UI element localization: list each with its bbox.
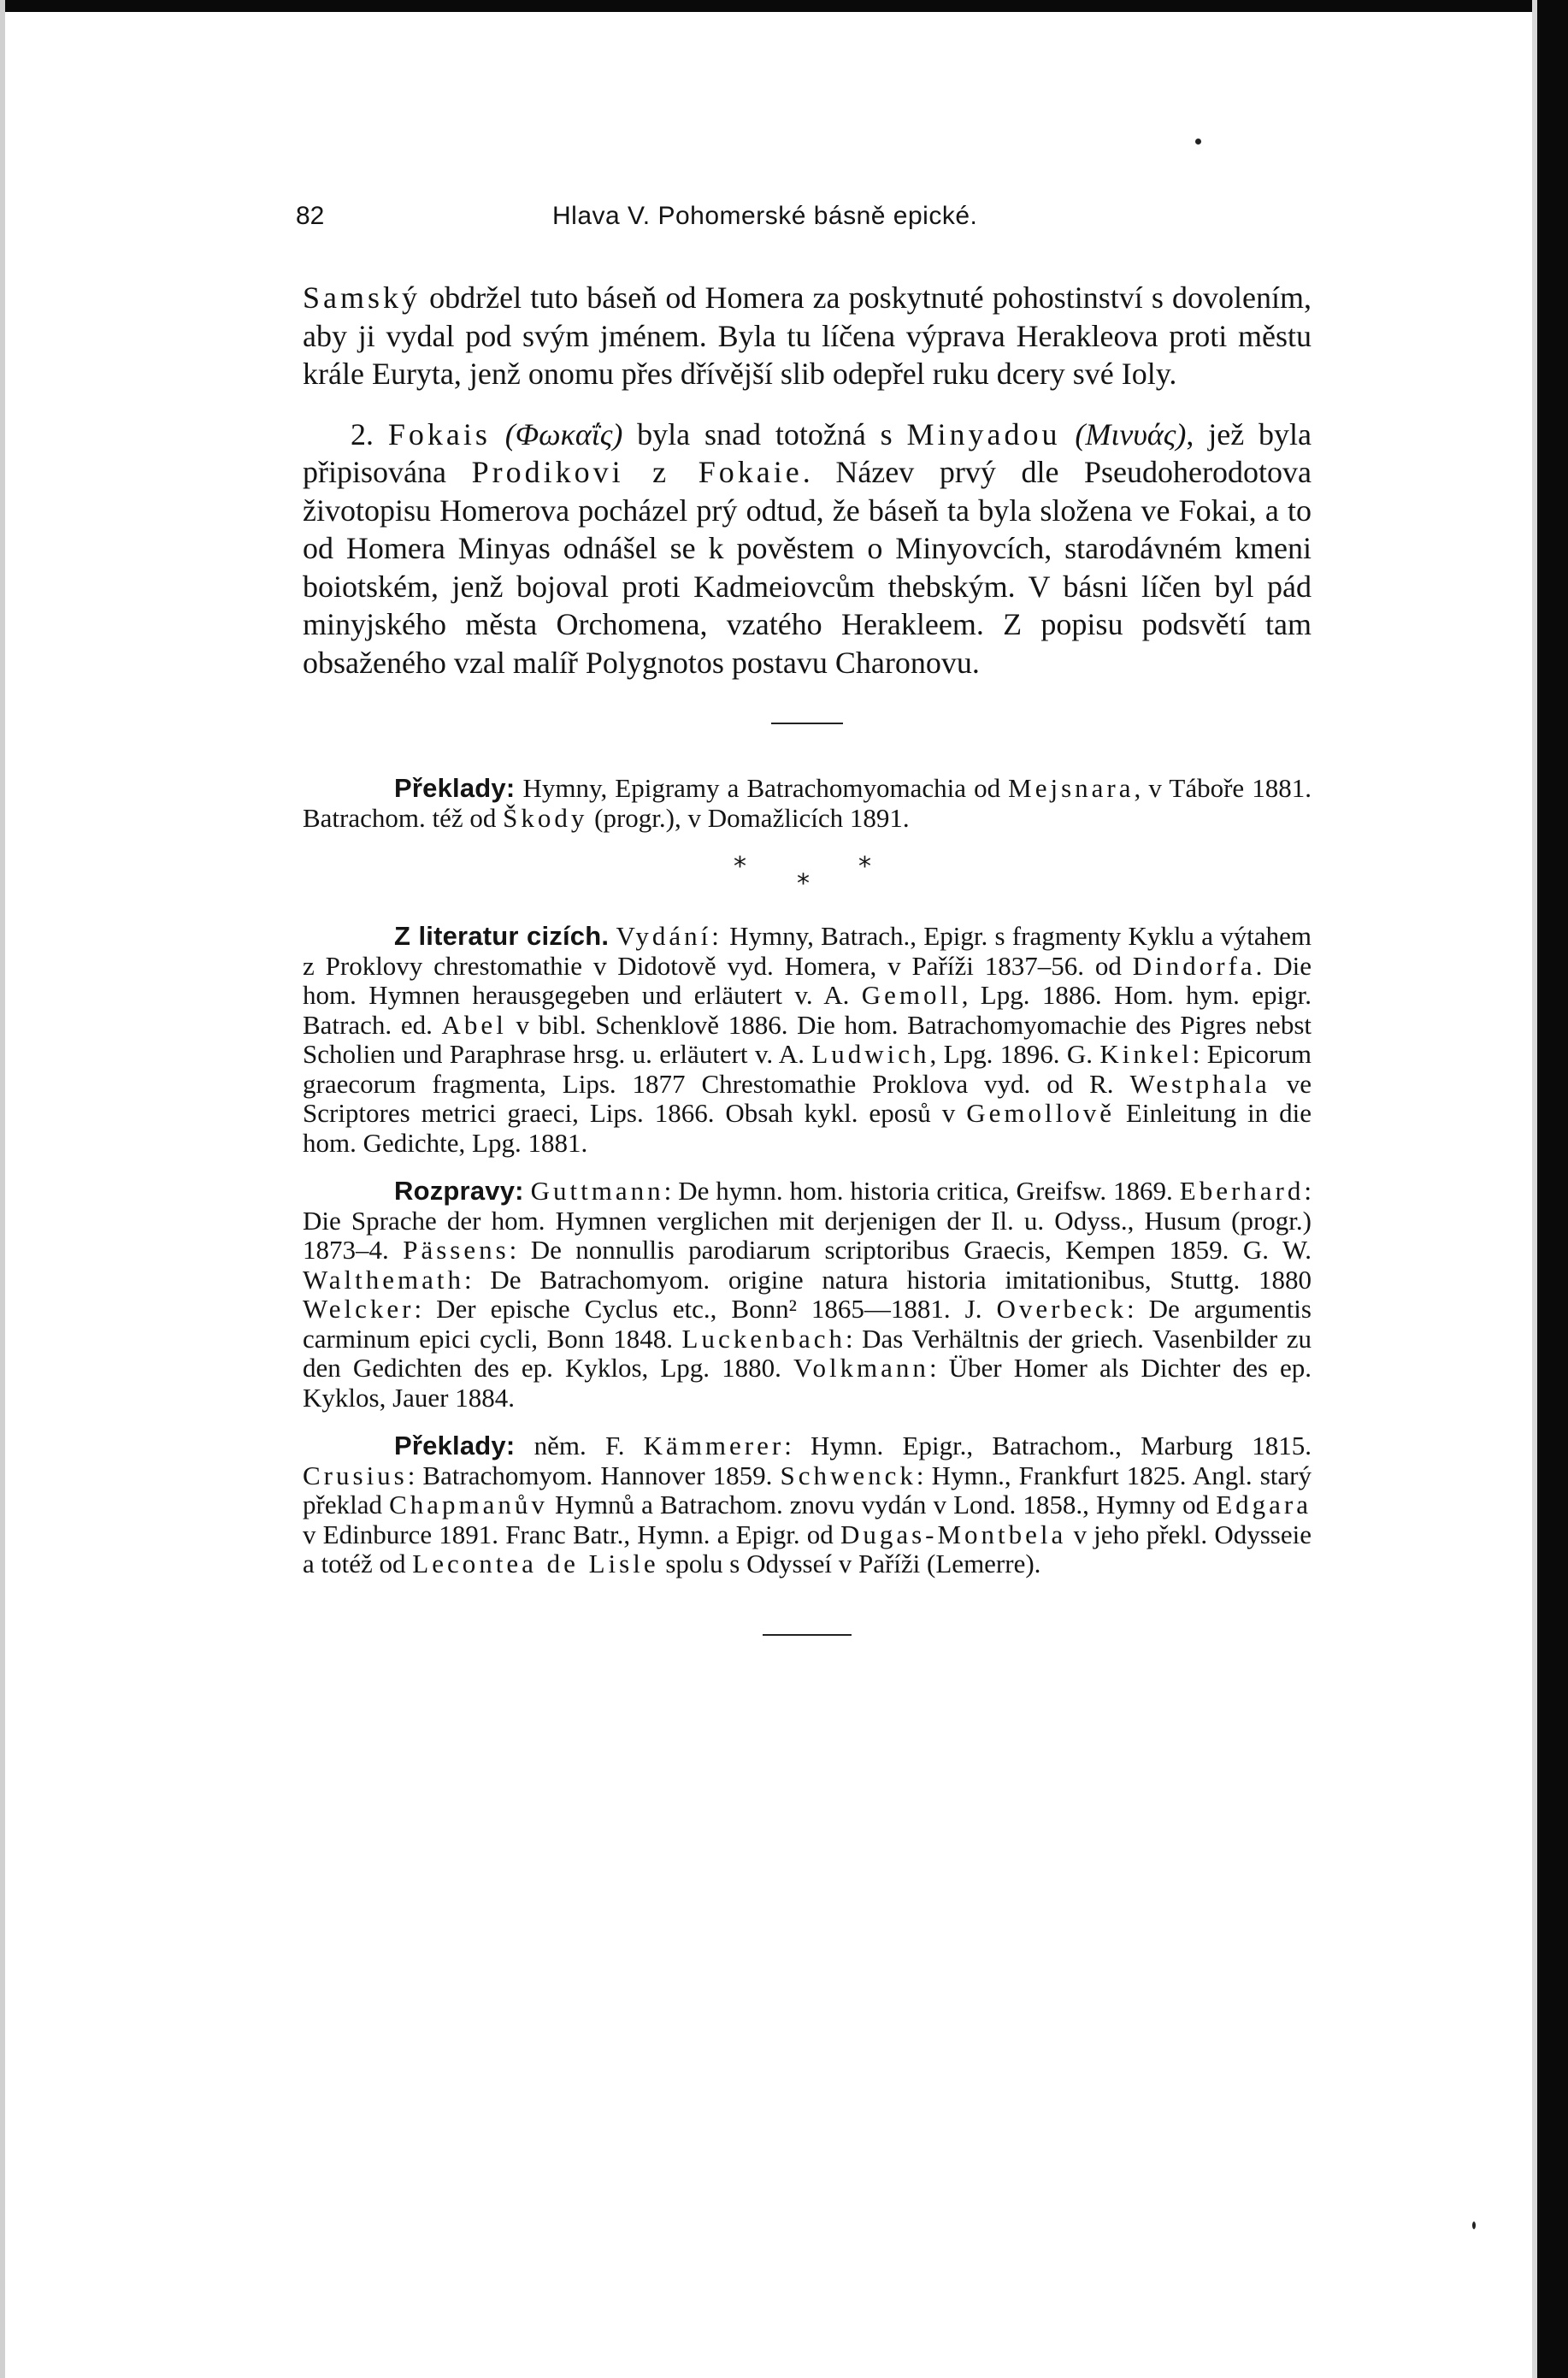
scan-edge-right bbox=[1537, 0, 1568, 2378]
running-head: Hlava V. Pohomerské básně epické. bbox=[552, 202, 978, 230]
paragraph-text: : Hymn. Epigr., Batrachom., Marburg 1815. bbox=[784, 1431, 1312, 1460]
greek-term: (Φωκαΐς) bbox=[504, 416, 623, 451]
spaced-name: Dindorfa bbox=[1132, 950, 1256, 981]
spaced-name: Walthemath bbox=[303, 1264, 465, 1295]
paragraph-text: , jež byla připisována bbox=[303, 416, 1312, 489]
speck-mark bbox=[1472, 2222, 1476, 2229]
paragraph-text: : De nonnullis parodiarum scriptoribus Graecis, Kempen 1859. G. W. bbox=[509, 1235, 1312, 1265]
paragraph-text: : Batrachomyom. Hannover 1859. bbox=[407, 1460, 781, 1490]
end-divider bbox=[763, 1634, 852, 1636]
spaced-name: Ludwich bbox=[811, 1039, 930, 1069]
asterism bbox=[303, 848, 1312, 898]
paragraph-fokais bbox=[303, 416, 1312, 682]
spaced-name: Edgara bbox=[1216, 1490, 1312, 1519]
paragraph-text: Hymny, Batrach., Epigr. s fragmenty Kyklu a výtahem z Proklovy chrestomathie v Didotově vyd. Homera, v Paříži 1837–56. od bbox=[303, 921, 1312, 981]
spaced-name: Eberhard bbox=[1179, 1176, 1305, 1206]
spaced-name: Westphala bbox=[1129, 1068, 1270, 1099]
section-number: 2. bbox=[351, 416, 388, 451]
page-body bbox=[303, 279, 1312, 1636]
spaced-name: Gemollově bbox=[966, 1098, 1115, 1128]
paragraph-text: : De Batrachomyom. origine natura historia imitationibus, Stuttg. 1880 bbox=[464, 1264, 1312, 1295]
paragraph-text: v jeho překl. Odysseie a totéž od bbox=[303, 1519, 1312, 1578]
paragraph-text: : Der epische Cyclus etc., Bonn² 1865—1881. J. bbox=[414, 1294, 997, 1324]
spaced-name: Schwenck bbox=[780, 1460, 917, 1490]
asterisk: * bbox=[734, 852, 746, 882]
spaced-name: Luckenbach bbox=[681, 1323, 846, 1354]
paragraph-text: byla snad totožná s bbox=[622, 416, 907, 451]
spaced-name: Volkmann bbox=[793, 1353, 929, 1383]
paragraph-text: Einleitung in die hom. Gedichte, Lpg. 1881. bbox=[303, 1098, 1312, 1158]
spaced-title: Fokais bbox=[387, 416, 491, 451]
spaced-name: Welcker bbox=[303, 1294, 415, 1324]
spaced-name: Škody bbox=[503, 802, 588, 833]
paragraph-text: . Název prvý dle Pseudoherodotova životopisu Homerova pocházel prý odtud, že báseň ta byla složena ve Fokai, a to od Homera Minyas odnášel se k pověstem o Minyovcích, starodávném kmeni boiotském, jenž bojoval proti Kadmeiovcům thebským. V básni líčen byl pád minyjského města Orchomena, vzatého Herakleem. Z popisu podsvětí tam obsaženého vzal malíř Polygnotos postavu Charonovu. bbox=[303, 455, 1312, 680]
paragraph-text: spolu s Odysseí v Paříži (Lemerre). bbox=[658, 1549, 1041, 1578]
spaced-name: Minyadou bbox=[906, 416, 1061, 451]
section-label: Z literatur cizích. bbox=[394, 921, 610, 951]
paragraph-text: : De argumentis carminum epici cycli, Bonn 1848. bbox=[303, 1294, 1312, 1354]
paragraph-text: , v Táboře 1881. Batrachom. též od bbox=[303, 773, 1312, 833]
treatises bbox=[303, 1177, 1312, 1413]
spaced-name: Mejsnara bbox=[1008, 773, 1135, 803]
paragraph-text: v bibl. Schenklově 1886. Die hom. Batrachomyomachie des Pigres nebst Scholien und Paraphrase hrsg. u. erläutert v. A. bbox=[303, 1009, 1312, 1069]
asterisk: * bbox=[858, 852, 871, 882]
paragraph-text: v Edinburce 1891. Franc Batr., Hymn. a Epigr. od bbox=[303, 1519, 840, 1549]
section-label: Rozpravy: bbox=[394, 1176, 524, 1206]
paragraph-text: něm. F. bbox=[515, 1431, 644, 1460]
scan-edge-left bbox=[0, 0, 5, 2378]
section-label: Překlady: bbox=[394, 1431, 516, 1460]
spaced-name: Crusius bbox=[303, 1460, 408, 1490]
spaced-name: Dugas-Montbela bbox=[840, 1519, 1067, 1549]
spaced-name: Lecontea de Lisle bbox=[412, 1549, 659, 1578]
paragraph-text: : Epicorum graecorum fragmenta, Lips. 1877 Chrestomathie Proklova vyd. od R. bbox=[303, 1039, 1312, 1099]
spaced-name: Guttmann bbox=[530, 1176, 664, 1206]
paragraph-text: obdržel tuto báseň od Homera za poskytnuté pohostinství s dovolením, aby ji vydal pod svým jménem. Byla tu líčena výprava Herakleova proti městu krále Euryta, jenž onomu přes dřívější slib odepřel ruku dcery své Ioly. bbox=[303, 280, 1312, 391]
greek-term: (Μινυάς) bbox=[1075, 416, 1187, 451]
paragraph-text: : De hymn. hom. historia critica, Greifsw. 1869. bbox=[663, 1176, 1180, 1206]
paragraph-text: , Lpg. 1896. G. bbox=[929, 1039, 1100, 1069]
czech-translations bbox=[303, 774, 1312, 833]
foreign-literature bbox=[303, 922, 1312, 1158]
spaced-name: Samský bbox=[303, 280, 421, 315]
section-label: Překlady: bbox=[394, 773, 516, 803]
spaced-name: Kämmerer bbox=[643, 1431, 785, 1460]
asterisk: * bbox=[797, 869, 810, 899]
spaced-name: Chapmanův bbox=[389, 1490, 548, 1519]
paragraph-text: : Die Sprache der hom. Hymnen verglichen mit derjenigen der Il. u. Odyss., Husum (progr.) 1873–4. bbox=[303, 1176, 1312, 1265]
spaced-name: Kinkel bbox=[1099, 1039, 1193, 1069]
paragraph-text: Hymny, Epigramy a Batrachomyomachia od bbox=[515, 773, 1009, 803]
paragraph-text: : Über Homer als Dichter des ep. Kyklos, Jauer 1884. bbox=[303, 1353, 1312, 1413]
spaced-name: Gemoll bbox=[861, 980, 962, 1010]
scan-edge-top bbox=[0, 0, 1568, 12]
paragraph-text: ve Scriptores metrici graeci, Lips. 1866. Obsah kykl. eposů v bbox=[303, 1068, 1312, 1128]
paragraph-text: : Hymn., Frankfurt 1825. Angl. starý překlad bbox=[303, 1460, 1312, 1519]
spaced-name: Overbeck bbox=[996, 1294, 1127, 1324]
section-divider bbox=[771, 723, 843, 724]
spaced-name: Abel bbox=[441, 1009, 507, 1040]
spaced-term: Vydání: bbox=[616, 921, 722, 951]
paragraph-text: . Die hom. Hymnen herausgegeben und erläutert v. A. bbox=[303, 950, 1312, 1010]
paragraph-text bbox=[1061, 417, 1076, 451]
paragraph-samsky bbox=[303, 279, 1312, 393]
paragraph-text: (progr.), v Domažlicích 1891. bbox=[587, 802, 910, 833]
page-header bbox=[296, 202, 1313, 236]
spaced-name: Prodikovi z Fokaie bbox=[471, 455, 803, 489]
spaced-name: Pässens bbox=[403, 1235, 510, 1265]
foreign-translations bbox=[303, 1431, 1312, 1579]
paragraph-text: , Lpg. 1886. Hom. hym. epigr. Batrach. ed. bbox=[303, 980, 1312, 1040]
paragraph-text: : Das Verhältnis der griech. Vasenbilder zu den Gedichten des ep. Kyklos, Lpg. 1880. bbox=[303, 1323, 1312, 1383]
page-number: 82 bbox=[296, 202, 325, 230]
paragraph-text: Hymnů a Batrachom. znovu vydán v Lond. 1858., Hymny od bbox=[547, 1490, 1217, 1519]
speck-mark bbox=[1195, 139, 1201, 145]
